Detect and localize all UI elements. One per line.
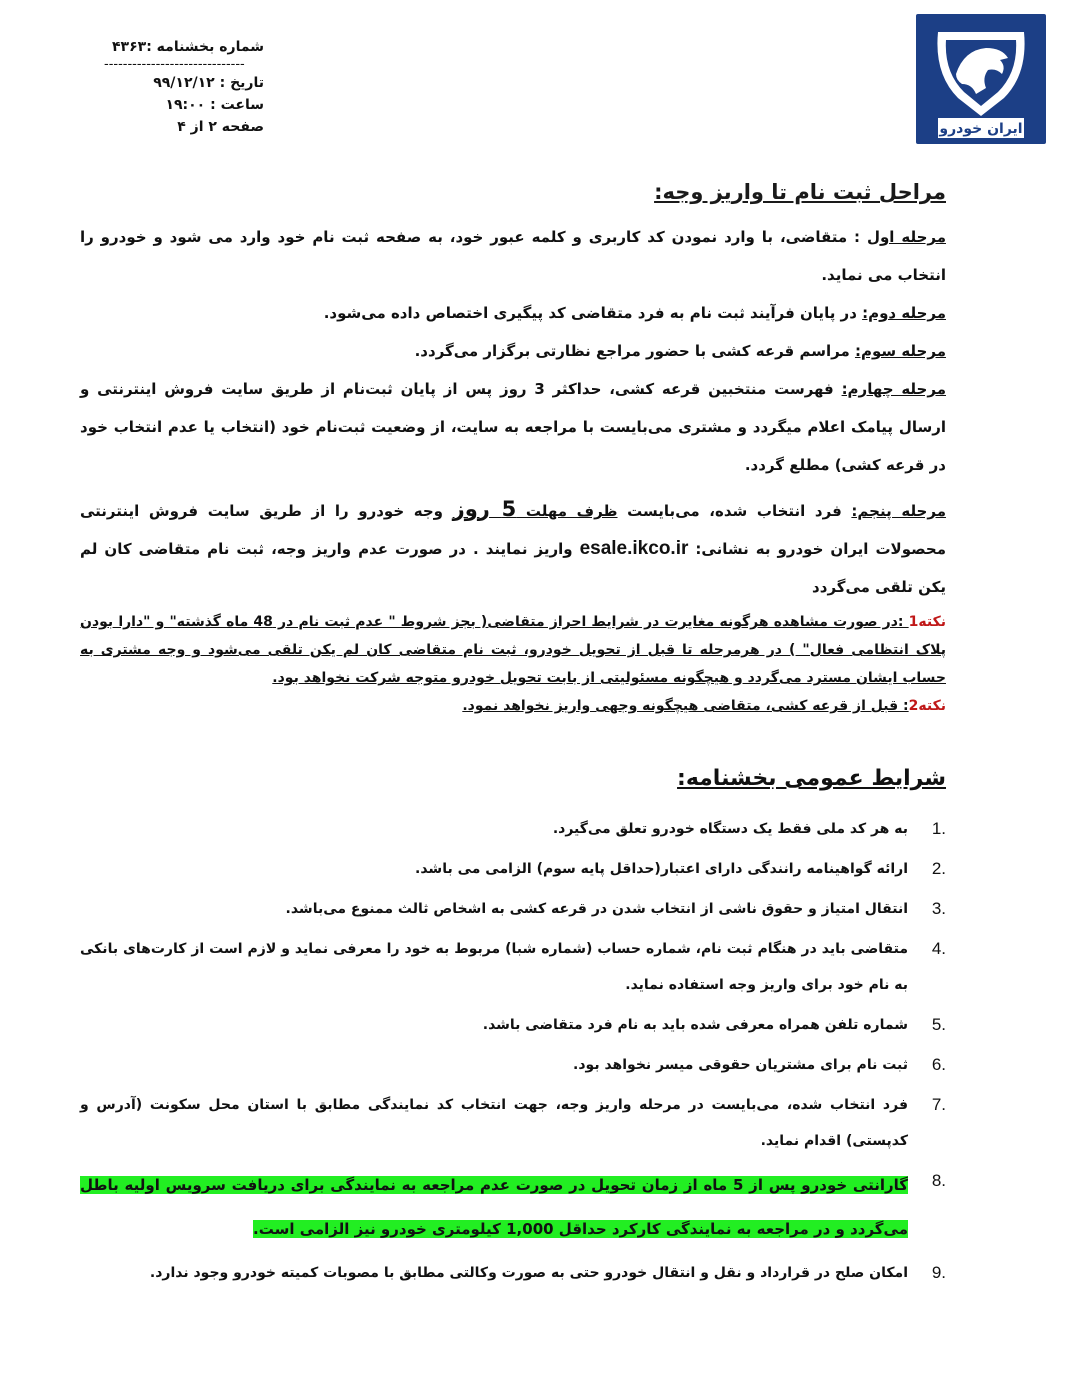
- bulletin-meta: [84, 36, 264, 138]
- bulletin-time: ساعت : ۱۹:۰۰: [165, 97, 264, 113]
- section2-title: شرایط عمومی بخشنامه:: [677, 766, 946, 791]
- list-item: 6. ثبت نام برای مشتریان حقوقی میسر نخواهد بود.: [573, 1055, 946, 1074]
- list-item-highlighted: 8. گارانتی خودرو پس از 5 ماه از زمان تحویل در صورت عدم مراجعه به نمایندگی برای دریافت سرویس اولیه باطل می‌گردد و در مراجعه به نمایندگی کارکرد حداقل 1,000 کیلومتری خودرو نیز الزامی است.: [80, 1171, 946, 1238]
- step-text: : متقاضی، با وارد نمودن کد کاربری و کلمه عبور خود، به صفحه ثبت نام خود وارد می شود و خودرو را انتخاب می نماید.: [80, 228, 946, 284]
- note-text: : قبل از قرعه کشی، متقاضی هیچگونه وجهی واریز نخواهد نمود.: [462, 698, 909, 714]
- list-item: 1. به هر کد ملی فقط یک دستگاه خودرو تعلق می‌گیرد.: [552, 819, 946, 838]
- bulletin-number: شماره بخشنامه :۴۳۶۳: [112, 39, 264, 55]
- step-3: [80, 332, 946, 370]
- deadline: ظرف مهلت 5 روز: [452, 497, 618, 521]
- terms-list: [80, 811, 946, 1291]
- step-1: [80, 218, 946, 294]
- bulletin-body: [80, 180, 946, 1295]
- note-1: [80, 608, 946, 692]
- note-text: :در صورت مشاهده هرگونه مغایرت در شرایط احراز متقاضی( بجز شروط " عدم ثبت نام در 48 ماه گذشته" و "دارا بودن پلاک انتظامی فعال" ) در هرمرحله تا قبل از تحویل خودرو، ثبت نام متقاضی کان لم یکن تلقی می‌شود و وجه مشتری به حساب ایشان مسترد می‌گردد و هیچگونه مسئولیتی از بابت تحویل خودرو متوجه شرکت نخواهد بود.: [80, 614, 946, 686]
- step-text: مراسم قرعه کشی با حضور مراجع نظارتی برگزار می‌گردد.: [414, 342, 855, 360]
- section1-title: مراحل ثبت نام تا واریز وجه:: [654, 180, 946, 204]
- list-item: 7. فرد انتخاب شده، می‌بایست در مرحله واریز وجه، جهت انتخاب کد نمایندگی مطابق با استان محل سکونت (آدرس و کدپستی) اقدام نماید.: [80, 1095, 946, 1149]
- sales-website-link[interactable]: esale.ikco.ir: [579, 538, 689, 559]
- note-label: نکته2: [908, 698, 946, 714]
- separator-line: ------------------------------: [104, 58, 245, 72]
- list-item: 5. شماره تلفن همراه معرفی شده باید به نام فرد متقاضی باشد.: [482, 1015, 946, 1034]
- list-item: 2. ارائه گواهینامه رانندگی دارای اعتبار(حداقل پایه سوم) الزامی می باشد.: [415, 859, 946, 878]
- list-item: 9. امکان صلح در قرارداد و نقل و انتقال خودرو حتی به صورت وکالتی مطابق با مصوبات کمیته خودرو وجود ندارد.: [149, 1263, 946, 1282]
- note-2: [80, 692, 946, 720]
- step-4: [80, 370, 946, 484]
- logo-text: ایران خودرو: [939, 121, 1023, 137]
- ikco-logo: [916, 14, 1046, 144]
- list-item: 3. انتقال امتیاز و حقوق ناشی از انتخاب شدن در قرعه کشی به اشخاص ثالث ممنوع می‌باشد.: [285, 899, 946, 918]
- warranty-highlight: گارانتی خودرو پس از 5 ماه از زمان تحویل در صورت عدم مراجعه به نمایندگی برای دریافت سرویس اولیه باطل می‌گردد و در مراجعه به نمایندگی کارکرد حداقل 1,000 کیلومتری خودرو نیز الزامی است.: [80, 1176, 908, 1238]
- step-label: مرحله پنجم:: [851, 502, 946, 520]
- step-label: مرحله اول: [866, 228, 946, 246]
- step-label: مرحله سوم:: [854, 342, 946, 360]
- bulletin-date: تاریخ : ۹۹/۱۲/۱۲: [153, 75, 264, 91]
- step-2: [80, 294, 946, 332]
- step-label: مرحله دوم:: [862, 304, 946, 322]
- step-text: در پایان فرآیند ثبت نام به فرد متقاضی کد پیگیری اختصاص داده می‌شود.: [323, 304, 863, 322]
- step-text: فهرست منتخبین قرعه کشی، حداکثر 3 روز پس از پایان ثبت‌نام از طریق سایت فروش اینترنتی و ارسال پیامک اعلام میگردد و مشتری می‌بایست با مراجعه به سایت، از وضعیت ثبت‌نام خود (انتخاب یا عدم انتخاب خود در قرعه کشی) مطلع گردد.: [80, 380, 946, 474]
- note-label: نکته1: [908, 614, 946, 630]
- page-number: صفحه ۲ از ۴: [177, 119, 264, 135]
- step-5: مرحله پنجم: فرد انتخاب شده، می‌بایست ظرف مهلت 5 روز وجه خودرو را از طریق سایت فروش اینترنتی محصولات ایران خودرو به نشانی: esale.ikco.ir واریز نمایند . در صورت عدم واریز وجه، ثبت نام متقاضی کان لم یکن تلقی می‌گردد: [80, 497, 946, 596]
- step-label: مرحله چهارم:: [841, 380, 946, 398]
- list-item: 4. متقاضی باید در هنگام ثبت نام، شماره حساب (شماره شبا) مربوط به خود را معرفی نماید و لازم است از کارت‌های بانکی به نام خود برای واریز وجه استفاده نماید.: [80, 939, 946, 993]
